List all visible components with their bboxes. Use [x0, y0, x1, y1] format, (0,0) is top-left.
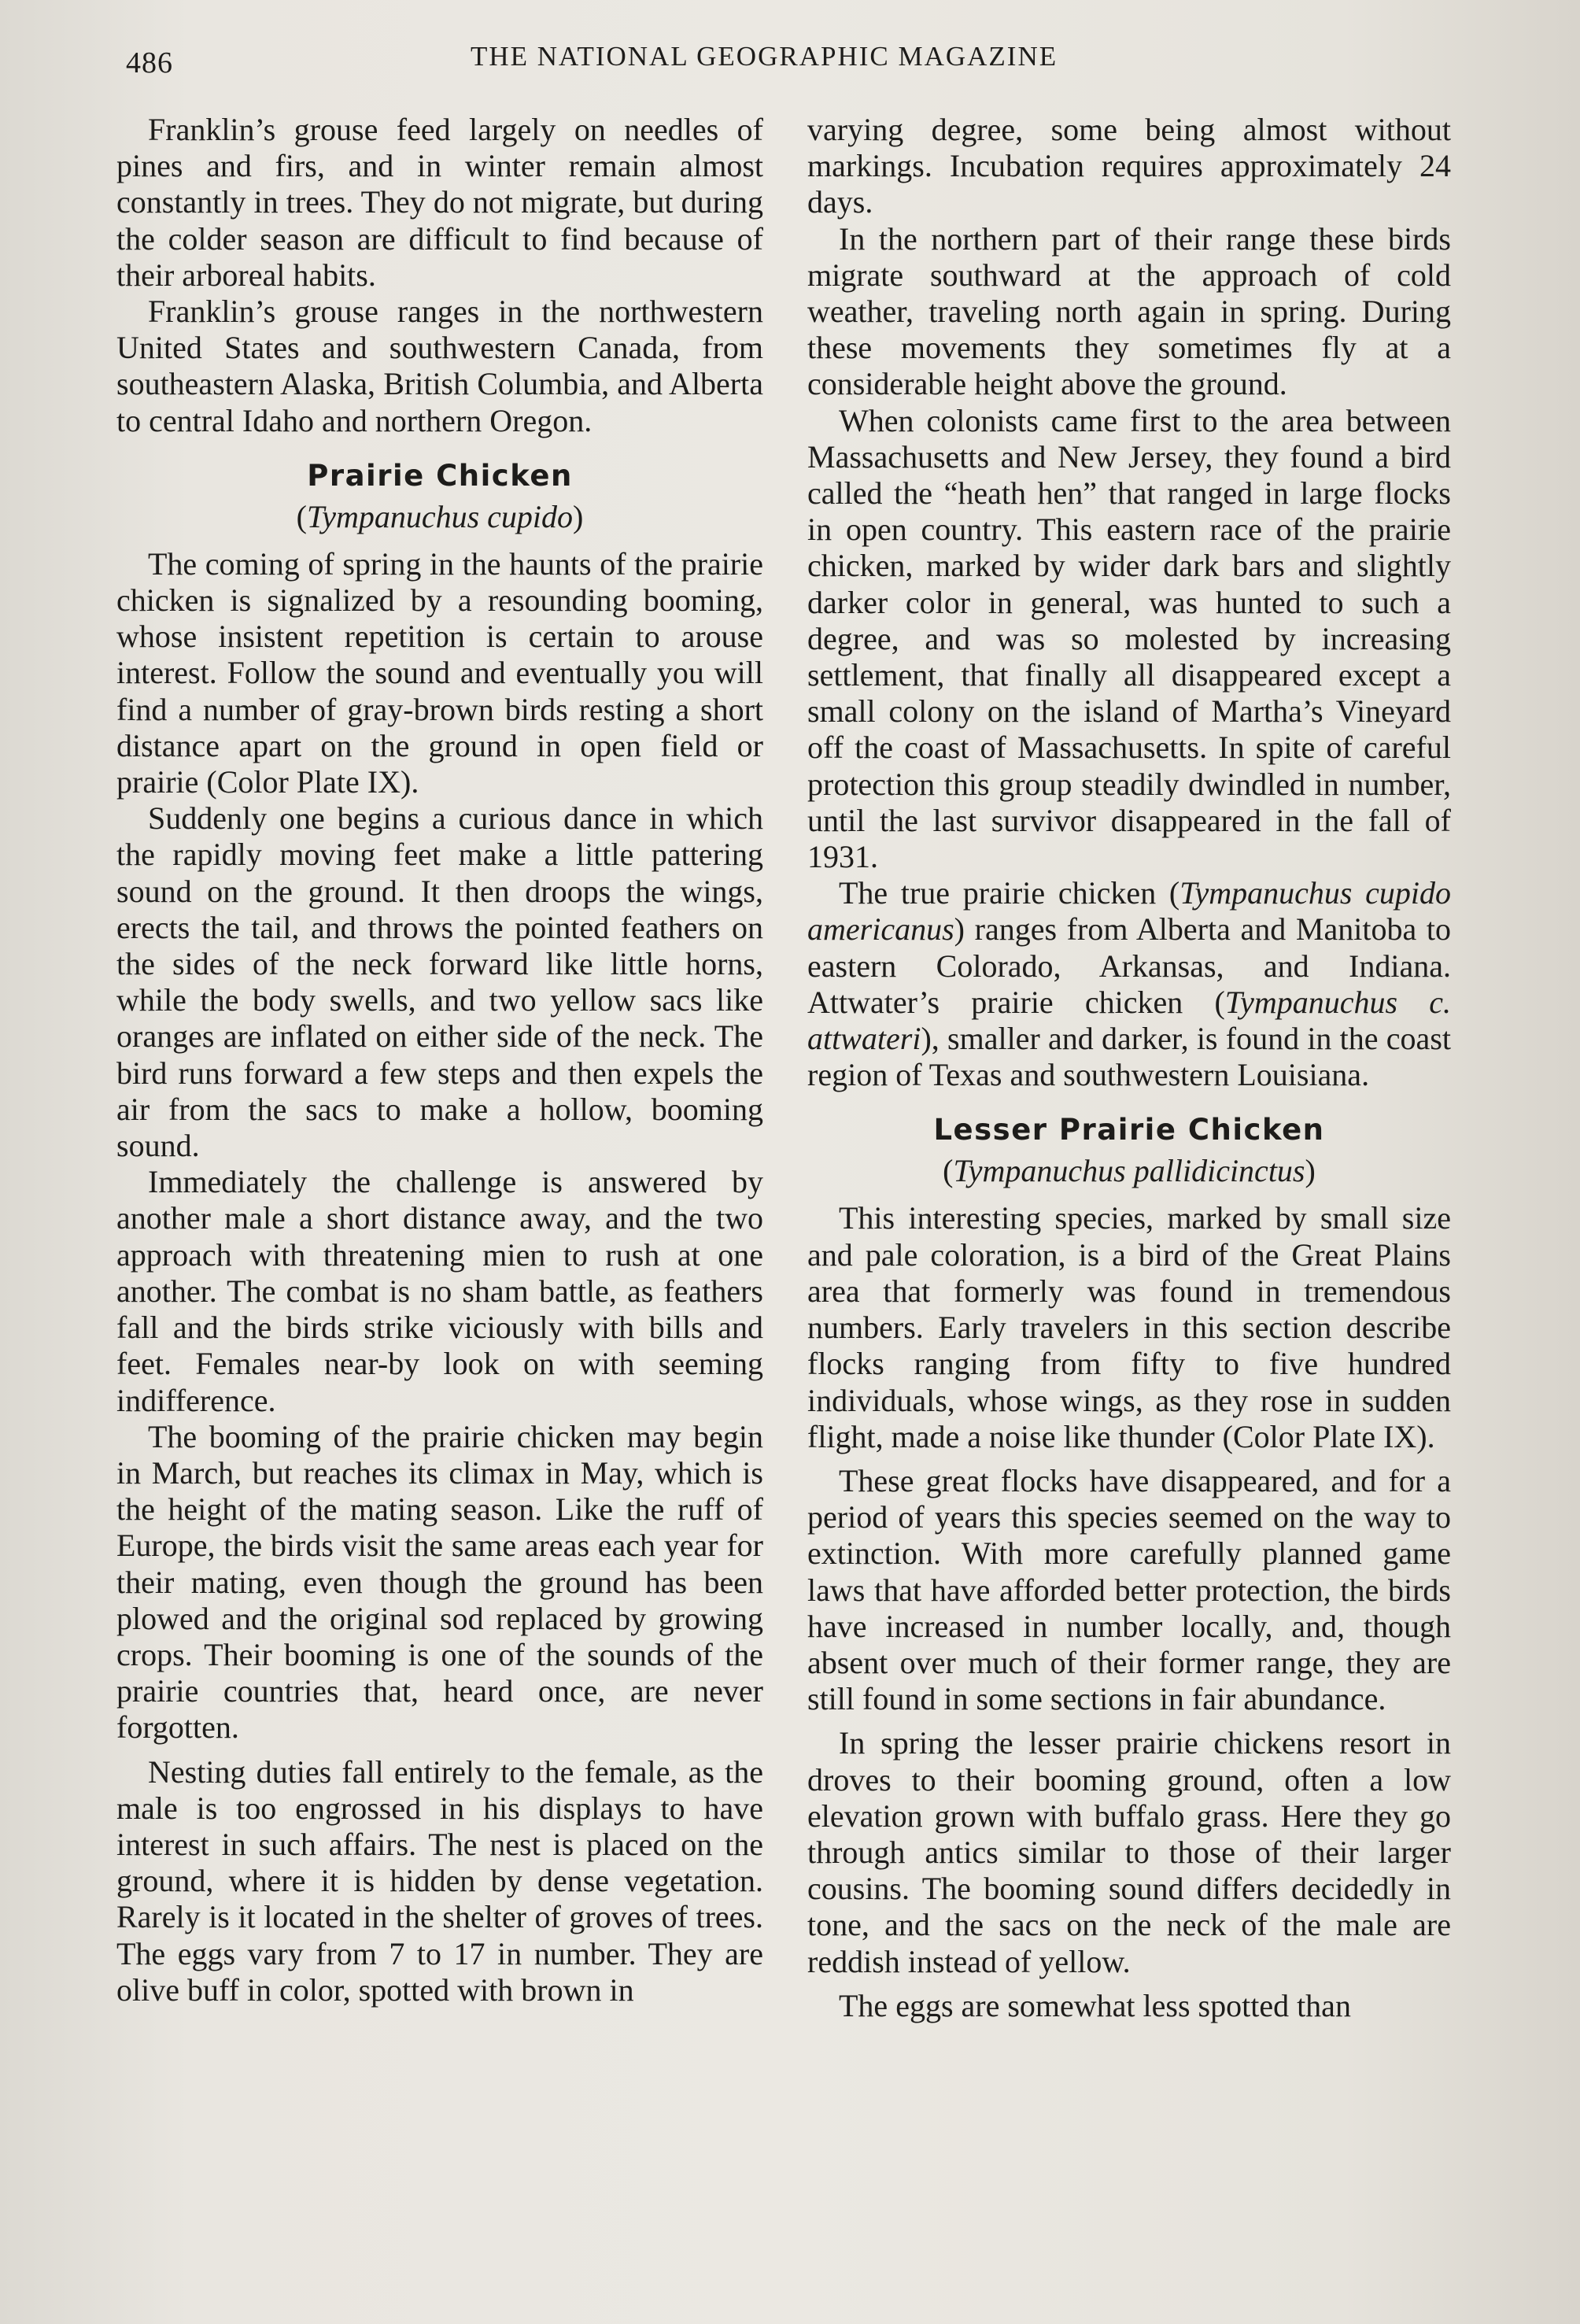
scientific-name-text: Tympanuchus cupido americanus	[807, 875, 1451, 948]
paragraph: Immediately the challenge is answered by another male a short distance away, and the two approach with threatening mien to rush at one another. The combat is no sham battle, as feathers fall and the birds strike viciously with bills and feet. Females near-by look on with seeming indifference.	[116, 1164, 763, 1418]
section-heading-prairie-chicken: Prairie Chicken	[307, 458, 573, 493]
scientific-name-text: Tympanuchus pallidicinctus	[953, 1153, 1305, 1189]
scientific-name: (Tympanuchus pallidicinctus)	[943, 1153, 1316, 1189]
paragraph: These great flocks have disappeared, and for a period of years this species seemed on the way to extinction. With more carefully planned game laws that have afforded better protection, the birds have increased in number locally, and, though absent over much of their former range, they are still found in some sections in fair abundance.	[807, 1462, 1451, 1717]
paragraph: Franklin’s grouse feed largely on needles of pines and firs, and in winter remain almost constantly in trees. They do not migrate, but during the colder season are difficult to find because of their arboreal habits.	[116, 112, 763, 293]
paragraph: The eggs are somewhat less spotted than	[839, 1987, 1351, 2023]
left-column	[116, 112, 763, 2008]
paragraph: The coming of spring in the haunts of the prairie chicken is signalized by a resounding booming, whose insistent repetition is certain to arouse interest. Follow the sound and eventually you will find a number of gray-brown birds resting a short distance apart on the ground in open field or prairie (Color Plate IX).	[116, 545, 763, 800]
paragraph: In spring the lesser prairie chickens resort in droves to their booming ground, often a low elevation grown with buffalo grass. Here they go through antics similar to those of their larger cousins. The booming sound differs decidedly in tone, and the sacs on the neck of the male are reddish instead of yellow.	[807, 1725, 1451, 1979]
paragraph: When colonists came first to the area between Massachusetts and New Jersey, they found a bird called the “heath hen” that ranged in large flocks in open country. This eastern race of the prairie chicken, marked by wider dark bars and slightly darker color in general, was hunted to such a degree, and was so molested by increasing settlement, that finally all disappeared except a small colony on the island of Martha’s Vineyard off the coast of Massachusetts. In spite of careful protection this group steadily dwindled in number, until the last survivor disappeared in the fall of 1931.	[807, 402, 1451, 875]
paragraph: In the northern part of their range these birds migrate southward at the approach of cold weather, traveling north again in spring. During these movements they sometimes fly at a considerable height above the ground.	[807, 220, 1451, 402]
scientific-name: (Tympanuchus cupido)	[296, 498, 584, 534]
text-run: The true prairie chicken (	[839, 875, 1180, 911]
page-number: 486	[126, 46, 173, 79]
section-heading-lesser-prairie-chicken: Lesser Prairie Chicken	[933, 1113, 1325, 1147]
running-head: THE NATIONAL GEOGRAPHIC MAGAZINE	[471, 41, 1058, 72]
paragraph: Nesting duties fall entirely to the female, as the male is too engrossed in his displays to have interest in such affairs. The nest is placed on the ground, where it is hidden by dense vegetation. Rarely is it located in the shelter of groves of trees. The eggs vary from 7 to 17 in number. They are olive buff in color, spotted with brown in	[116, 1753, 763, 2008]
paragraph: This interesting species, marked by small size and pale coloration, is a bird of the Great Plains area that formerly was found in tremendous numbers. Early travelers in this section describe flocks ranging from fifty to five hundred individuals, whose wings, as they rose in sudden flight, made a noise like thunder (Color Plate IX).	[807, 1200, 1451, 1454]
paragraph: Suddenly one begins a curious dance in which the rapidly moving feet make a little pattering sound on the ground. It then droops the wings, erects the tail, and throws the pointed feathers on the sides of the neck forward like little horns, while the body swells, and two yellow sacs like oranges are inflated on either side of the neck. The bird runs forward a few steps and then expels the air from the sacs to make a hollow, booming sound.	[116, 800, 763, 1164]
paragraph: Franklin’s grouse ranges in the northwestern United States and southwestern Canada, from southeastern Alaska, British Columbia, and Alberta to central Idaho and northern Oregon.	[116, 294, 763, 438]
scientific-name-text: Tympanuchus c. attwateri	[807, 984, 1451, 1057]
text-run: ), smaller and darker, is found in the coast region of Texas and southwestern Louisiana.	[807, 1021, 1451, 1093]
paragraph: The booming of the prairie chicken may begin in March, but reaches its climax in May, which is the height of the mating season. Like the ruff of Europe, the birds visit the same areas each year for their mating, even though the ground has been plowed and the original sod replaced by growing crops. Their booming is one of the sounds of the prairie countries that, heard once, are never forgotten.	[116, 1418, 763, 1746]
paragraph: varying degree, some being almost without markings. Incubation requires approximately 24 days.	[807, 112, 1451, 220]
paragraph	[807, 875, 1451, 1093]
text-run: ) ranges from Alberta and Manitoba to eastern Colorado, Arkansas, and Indiana. Attwater’s prairie chicken (	[807, 911, 1451, 1020]
scientific-name-text: Tympanuchus cupido	[306, 498, 574, 534]
right-column	[807, 112, 1451, 2024]
